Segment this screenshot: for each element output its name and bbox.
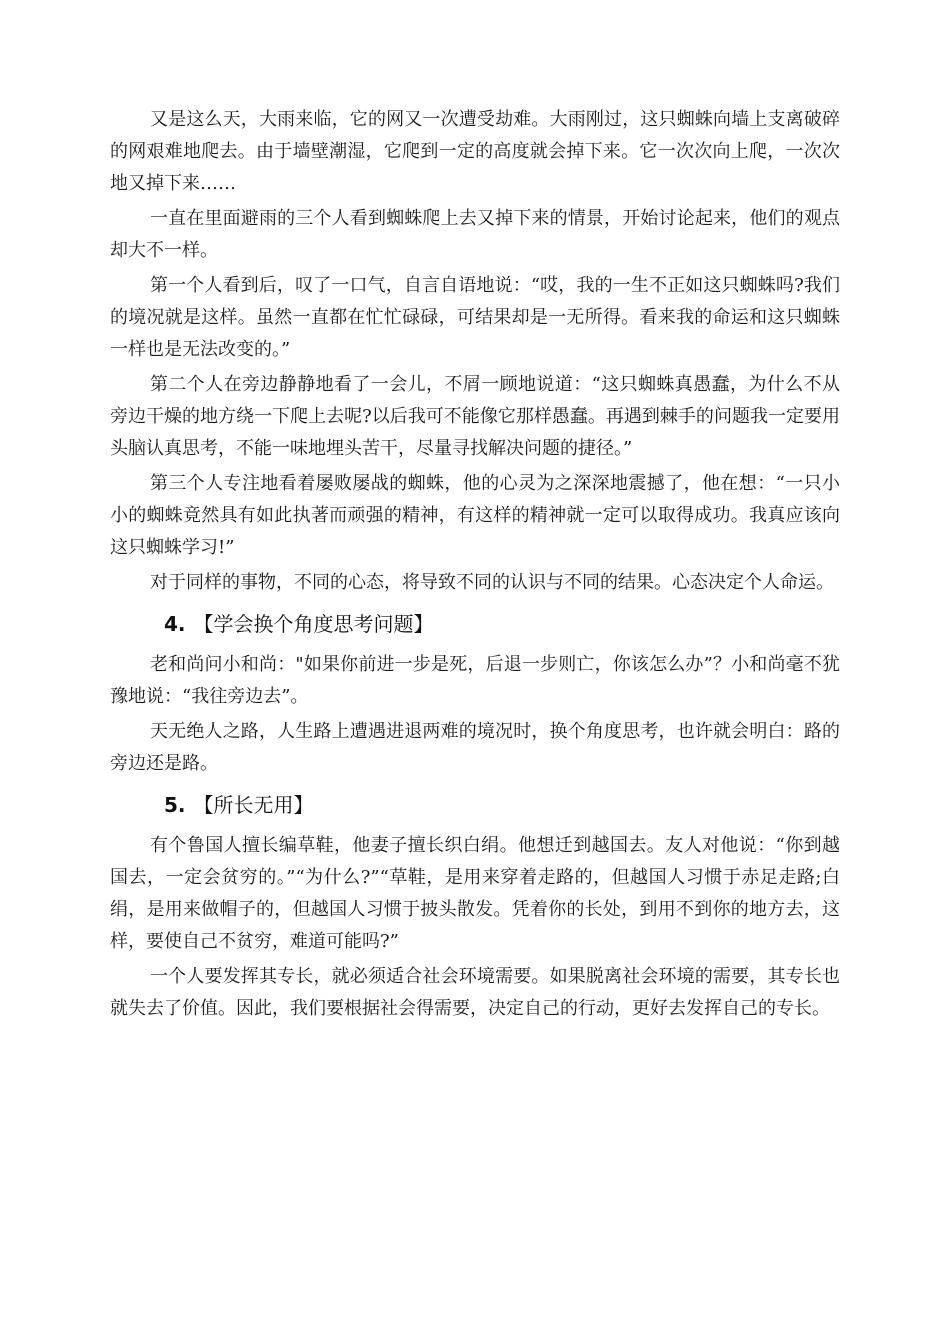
paragraph-spider-rain: 又是这么天，大雨来临，它的网又一次遭受劫难。大雨刚过，这只蜘蛛向墙上支离破碎的网艰难地爬去。由于墙壁潮湿，它爬到一定的高度就会掉下来。它一次次向上爬，一次次地又掉下来……	[110, 109, 840, 194]
paragraph-mindset-conclusion: 对于同样的事物，不同的心态，将导致不同的认识与不同的结果。心态决定个人命运。	[150, 572, 834, 593]
section-heading-5	[110, 788, 840, 822]
section-title-text: 【所长无用】	[193, 793, 314, 817]
paragraph-three-people: 一直在里面避雨的三个人看到蜘蛛爬上去又掉下来的情景，开始讨论起来，他们的观点却大不一样。	[110, 208, 840, 261]
section-heading-4	[110, 607, 840, 641]
paragraph-second-person: 第二个人在旁边静静地看了一会儿，不屑一顾地说道：“这只蜘蛛真愚蠢，为什么不从旁边干燥的地方绕一下爬上去呢?以后我可不能像它那样愚蠢。再遇到棘手的问题我一定要用头脑认真思考，不能一味地埋头苦干，尽量寻找解决问题的捷径。”	[110, 374, 840, 459]
paragraph-third-person: 第三个人专注地看着屡败屡战的蜘蛛，他的心灵为之深深地震撼了，他在想：“一只小小的蜘蛛竟然具有如此执著而顽强的精神，有这样的精神就一定可以取得成功。我真应该向这只蜘蛛学习!”	[110, 473, 840, 558]
paragraph-lu-story: 有个鲁国人擅长编草鞋，他妻子擅长织白绢。他想迁到越国去。友人对他说：“你到越国去，一定会贫穷的。”“为什么?”“草鞋，是用来穿着走路的，但越国人习惯于赤足走路;白绢，是用来做帽子的，但越国人习惯于披头散发。凭着你的长处，到用不到你的地方去，这样，要使自己不贫穷，难道可能吗?”	[110, 835, 840, 952]
paragraph-monk-question: 老和尚问小和尚："如果你前进一步是死，后退一步则亡，你该怎么办”？小和尚毫不犹豫地说：“我往旁边去”。	[110, 654, 840, 707]
section-number: 4.	[164, 612, 186, 636]
paragraph-monk-lesson: 天无绝人之路，人生路上遭遇进退两难的境况时，换个角度思考，也许就会明白：路的旁边还是路。	[110, 721, 840, 774]
section-title-text: 【学会换个角度思考问题】	[193, 612, 434, 636]
paragraph-lu-lesson: 一个人要发挥其专长，就必须适合社会环境需要。如果脱离社会环境的需要，其专长也就失去了价值。因此，我们要根据社会得需要，决定自己的行动，更好去发挥自己的专长。	[110, 966, 840, 1019]
document-page	[110, 104, 840, 1028]
section-number: 5.	[164, 793, 186, 817]
paragraph-first-person: 第一个人看到后，叹了一口气，自言自语地说：“哎，我的一生不正如这只蜘蛛吗?我们的境况就是这样。虽然一直都在忙忙碌碌，可结果却是一无所得。看来我的命运和这只蜘蛛一样也是无法改变的。”	[110, 275, 840, 360]
